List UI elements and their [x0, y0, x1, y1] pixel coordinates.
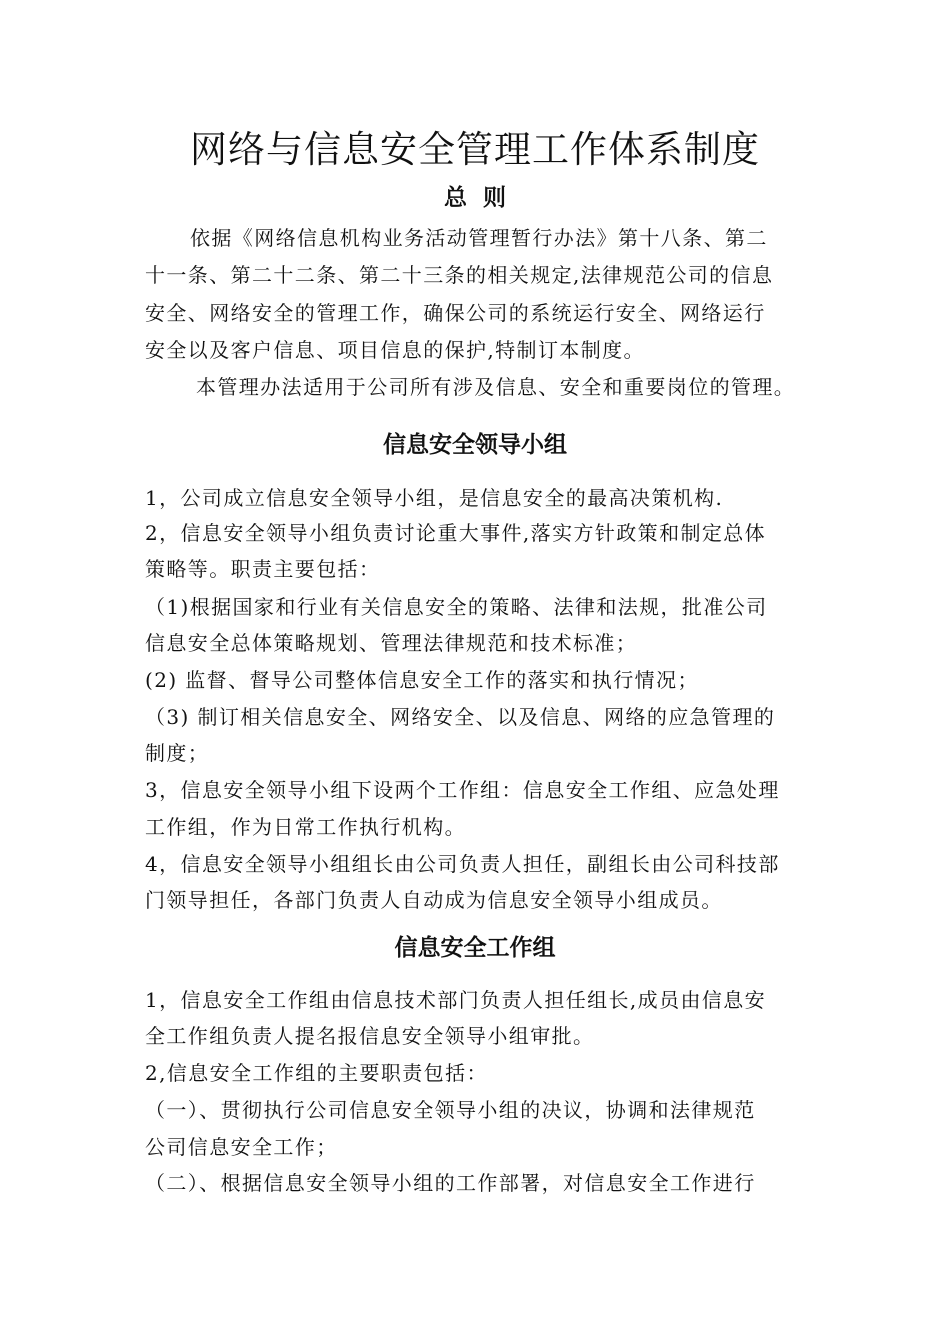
section-heading-general: 总 则	[443, 185, 506, 211]
list-item: （一）、贯彻执行公司信息安全领导小组的决议，协调和法律规范	[145, 1098, 756, 1122]
list-item: 全工作组负责人提名报信息安全领导小组审批。	[145, 1024, 595, 1048]
list-item: 3，信息安全领导小组下设两个工作组：信息安全工作组、应急处理	[145, 778, 780, 802]
section-heading-leadership-group: 信息安全领导小组	[383, 432, 567, 458]
list-item: 1，公司成立信息安全领导小组，是信息安全的最高决策机构.	[145, 486, 724, 510]
list-item: (2) 监督、督导公司整体信息安全工作的落实和执行情况；	[145, 668, 699, 692]
list-item: 1，信息安全工作组由信息技术部门负责人担任组长,成员由信息安	[145, 988, 767, 1012]
list-item: 信息安全总体策略规划、管理法律规范和技术标准；	[145, 631, 638, 655]
list-item: 门领导担任，各部门负责人自动成为信息安全领导小组成员。	[145, 888, 723, 912]
list-item: 公司信息安全工作；	[145, 1135, 338, 1159]
document-title: 网络与信息安全管理工作体系制度	[190, 128, 760, 171]
list-item: 策略等。职责主要包括：	[145, 557, 381, 581]
list-item: （1)根据国家和行业有关信息安全的策略、法律和法规，批准公司	[145, 595, 768, 619]
paragraph-line: 依据《网络信息机构业务活动管理暂行办法》第十八条、第二	[190, 226, 768, 250]
paragraph-line: 本管理办法适用于公司所有涉及信息、安全和重要岗位的管理。	[196, 375, 796, 399]
list-item: 2，信息安全领导小组负责讨论重大事件,落实方针政策和制定总体	[145, 521, 767, 545]
list-item: 4，信息安全领导小组组长由公司负责人担任，副组长由公司科技部	[145, 852, 780, 876]
paragraph-line: 安全以及客户信息、项目信息的保护,特制订本制度。	[145, 338, 645, 362]
paragraph-line: 安全、网络安全的管理工作，确保公司的系统运行安全、网络运行	[145, 301, 766, 325]
list-item: 工作组，作为日常工作执行机构。	[145, 815, 466, 839]
list-item: 制度；	[145, 741, 210, 765]
list-item: （二）、根据信息安全领导小组的工作部署，对信息安全工作进行	[145, 1171, 756, 1195]
list-item: 2,信息安全工作组的主要职责包括：	[145, 1061, 488, 1085]
section-heading-working-group: 信息安全工作组	[394, 935, 556, 961]
list-item: （3) 制订相关信息安全、网络安全、以及信息、网络的应急管理的	[145, 705, 776, 729]
paragraph-line: 十一条、第二十二条、第二十三条的相关规定,法律规范公司的信息	[145, 263, 774, 287]
